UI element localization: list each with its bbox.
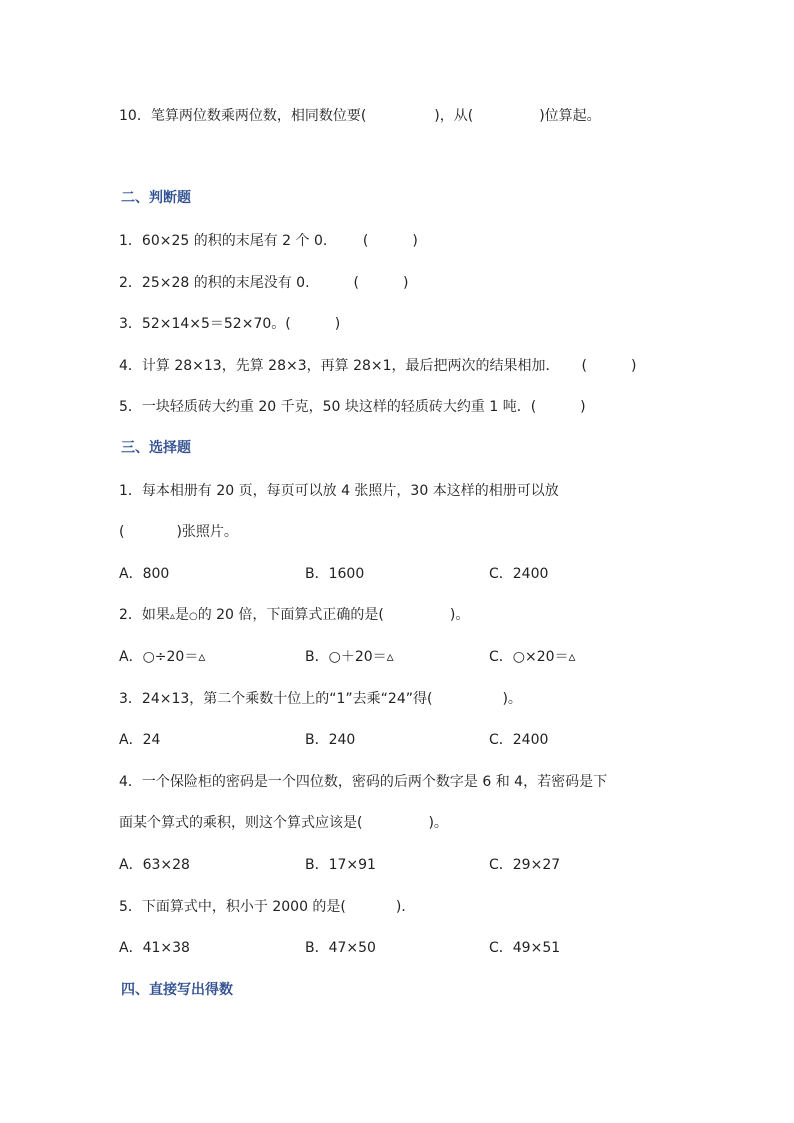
choice-question-4-line2 <box>119 813 448 833</box>
choice-question-3-text: 3．24×13，第二个乘数十位上的“1”去乘“24”得( <box>119 691 433 707</box>
choice-question-4: 4．一个保险柜的密码是一个四位数，密码的后两个数字是 6 和 4，若密码是下 <box>119 774 608 790</box>
choice-3-option-b[interactable]: B．240 <box>305 732 356 748</box>
choice-question-2-text: 是 <box>174 607 189 623</box>
choice-2-option-a[interactable]: A．○÷20＝▵ <box>119 649 206 665</box>
choice-4-option-c[interactable]: C．29×27 <box>489 857 561 873</box>
choice-question-3 <box>119 689 522 709</box>
choice-1-option-a[interactable]: A．800 <box>119 566 170 582</box>
answer-open-paren: ( <box>119 524 125 540</box>
judgment-item-text: 1．60×25 的积的末尾有 2 个 0． <box>119 233 337 249</box>
judgment-item-1 <box>119 231 418 251</box>
choice-question-2-tail: )。 <box>449 607 470 623</box>
judgment-item-text: 5．一块轻质砖大约重 20 千克，50 块这样的轻质砖大约重 1 吨．( <box>119 399 537 415</box>
answer-close-paren: ) <box>403 275 409 291</box>
answer-close-paren: ) <box>334 316 341 332</box>
q10-text-1: 10．笔算两位数乘两位数，相同数位要( <box>119 108 367 124</box>
choice-3-option-a[interactable]: A．24 <box>119 732 161 748</box>
choice-question-5 <box>119 897 415 917</box>
choice-question-5-tail: )． <box>395 899 416 915</box>
choice-4-option-a[interactable]: A．63×28 <box>119 857 190 873</box>
judgment-item-text: 3．52×14×5＝52×70。( <box>119 316 291 332</box>
choice-question-2 <box>119 605 469 627</box>
choice-4-option-b[interactable]: B．17×91 <box>305 857 376 873</box>
answer-close-paren: ) <box>580 399 586 415</box>
choice-question-2-text: 的 20 倍，下面算式正确的是( <box>197 607 384 623</box>
section-title-direct-answer: 四、直接写出得数 <box>121 982 233 998</box>
choice-question-1-tail: )张照片。 <box>176 524 238 540</box>
choice-1-option-b[interactable]: B．1600 <box>305 566 365 582</box>
choice-3-option-c[interactable]: C．2400 <box>489 732 549 748</box>
section-title-choice: 三、选择题 <box>121 440 191 456</box>
q10-text-3: )位算起。 <box>539 108 601 124</box>
choice-question-3-tail: )。 <box>502 691 522 707</box>
q10-text-2: )，从( <box>434 108 474 124</box>
answer-close-paren: ) <box>412 233 418 249</box>
circle-icon: ○ <box>188 611 198 622</box>
judgment-item-text: 4．计算 28×13，先算 28×3，再算 28×1，最后把两次的结果相加． <box>119 358 560 374</box>
choice-question-1: 1．每本相册有 20 页，每页可以放 4 张照片，30 本这样的相册可以放 <box>119 483 559 499</box>
judgment-item-4 <box>119 356 636 376</box>
question-10 <box>119 106 601 126</box>
triangle-icon: ▵ <box>169 611 175 622</box>
answer-open-paren: ( <box>362 233 369 249</box>
choice-2-option-c[interactable]: C．○×20＝▵ <box>489 649 576 665</box>
judgment-item-3 <box>119 314 340 334</box>
judgment-item-5 <box>119 397 586 417</box>
choice-question-2-text: 2．如果 <box>119 607 170 623</box>
choice-1-option-c[interactable]: C．2400 <box>489 566 549 582</box>
judgment-item-2 <box>119 273 408 293</box>
section-title-judgment: 二、判断题 <box>121 190 191 206</box>
answer-open-paren: ( <box>353 275 359 291</box>
answer-close-paren: ) <box>631 358 637 374</box>
choice-question-4-text: 面某个算式的乘积，则这个算式应该是( <box>119 815 363 831</box>
choice-5-option-a[interactable]: A．41×38 <box>119 940 190 956</box>
choice-5-option-b[interactable]: B．47×50 <box>305 940 376 956</box>
choice-question-5-text: 5．下面算式中，积小于 2000 的是( <box>119 899 346 915</box>
choice-question-4-tail: )。 <box>428 815 448 831</box>
answer-open-paren: ( <box>581 358 587 374</box>
choice-5-option-c[interactable]: C．49×51 <box>489 940 561 956</box>
choice-question-1-line2 <box>119 522 238 542</box>
judgment-item-text: 2．25×28 的积的末尾没有 0. <box>119 275 310 291</box>
choice-2-option-b[interactable]: B．○＋20＝▵ <box>305 649 394 665</box>
